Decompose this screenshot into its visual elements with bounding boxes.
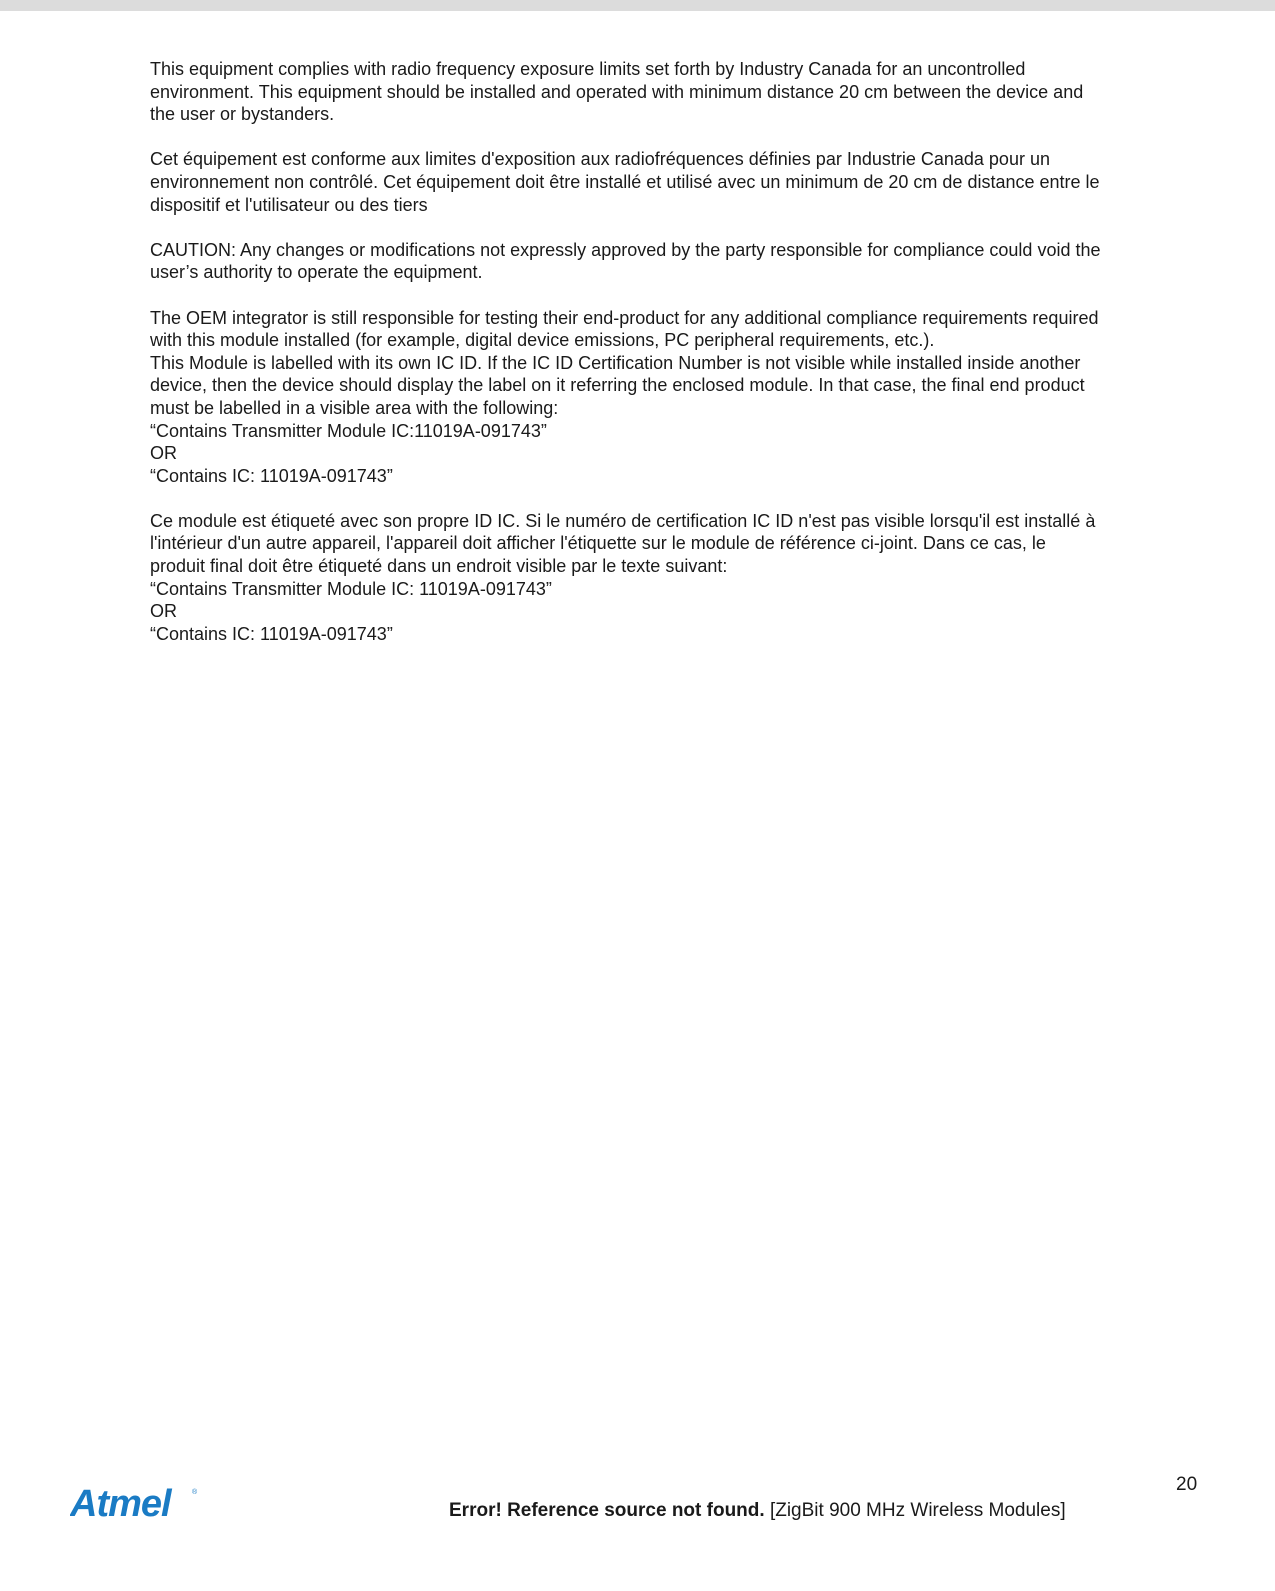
text-line: This Module is labelled with its own IC ID. If the IC ID Certification Number is not visible while installed inside another	[150, 352, 1081, 373]
paragraph-rf-exposure-en	[150, 58, 1200, 126]
paragraph-caution	[150, 239, 1200, 284]
footer-title	[449, 1500, 1066, 1522]
text-line: This equipment complies with radio frequency exposure limits set forth by Industry Canada for an uncontrolled	[150, 59, 1026, 79]
text-line: “Contains IC: 11019A-091743”	[150, 465, 393, 486]
text-line: “Contains Transmitter Module IC:11019A-091743”	[150, 420, 547, 441]
text-line: environment. This equipment should be installed and operated with minimum distance 20 cm between the device and	[150, 81, 1084, 102]
text-line: must be labelled in a visible area with the following:	[150, 397, 559, 418]
paragraph-oem-integrator	[150, 307, 1200, 488]
text-line: l'intérieur d'un autre appareil, l'appareil doit afficher l'étiquette sur le module de référence ci-joint. Dans ce cas, le	[150, 533, 1046, 554]
text-line: OR	[150, 443, 177, 464]
document-body	[150, 58, 1200, 668]
text-line: produit final doit être étiqueté dans un endroit visible par le texte suivant:	[150, 556, 728, 577]
atmel-logo	[70, 1484, 200, 1524]
page-top-bar	[0, 0, 1275, 11]
text-line: OR	[150, 601, 177, 622]
svg-text:®: ®	[192, 1489, 198, 1496]
text-line: user’s authority to operate the equipment.	[150, 262, 483, 283]
footer-doc-title: [ZigBit 900 MHz Wireless Modules]	[769, 1500, 1066, 1521]
text-line: Ce module est étiqueté avec son propre ID IC. Si le numéro de certification IC ID n'est pas visible lorsqu'il est installé à	[150, 510, 1096, 531]
text-line: CAUTION: Any changes or modifications not expressly approved by the party responsible for compliance could void the	[150, 239, 1101, 260]
footer-error-text: Error! Reference source not found.	[449, 1500, 765, 1521]
page-number: 20	[1176, 1474, 1198, 1495]
text-line: environnement non contrôlé. Cet équipement doit être installé et utilisé avec un minimum de 20 cm de distance entre le	[150, 171, 1100, 192]
text-line: Cet équipement est conforme aux limites d'exposition aux radiofréquences définies par Industrie Canada pour un	[150, 149, 1050, 170]
text-line: “Contains Transmitter Module IC: 11019A-091743”	[150, 578, 552, 599]
text-line: dispositif et l'utilisateur ou des tiers	[150, 194, 428, 215]
paragraph-rf-exposure-fr	[150, 148, 1200, 216]
text-line: the user or bystanders.	[150, 104, 335, 125]
paragraph-module-label-fr	[150, 510, 1200, 646]
text-line: “Contains IC: 11019A-091743”	[150, 623, 393, 644]
text-line: with this module installed (for example, digital device emissions, PC peripheral requirements, etc.).	[150, 330, 935, 351]
text-line: The OEM integrator is still responsible for testing their end-product for any additional compliance requirements required	[150, 307, 1099, 328]
svg-text:Atmel: Atmel	[70, 1484, 171, 1524]
text-line: device, then the device should display the label on it referring the enclosed module. In that case, the final end product	[150, 375, 1085, 396]
